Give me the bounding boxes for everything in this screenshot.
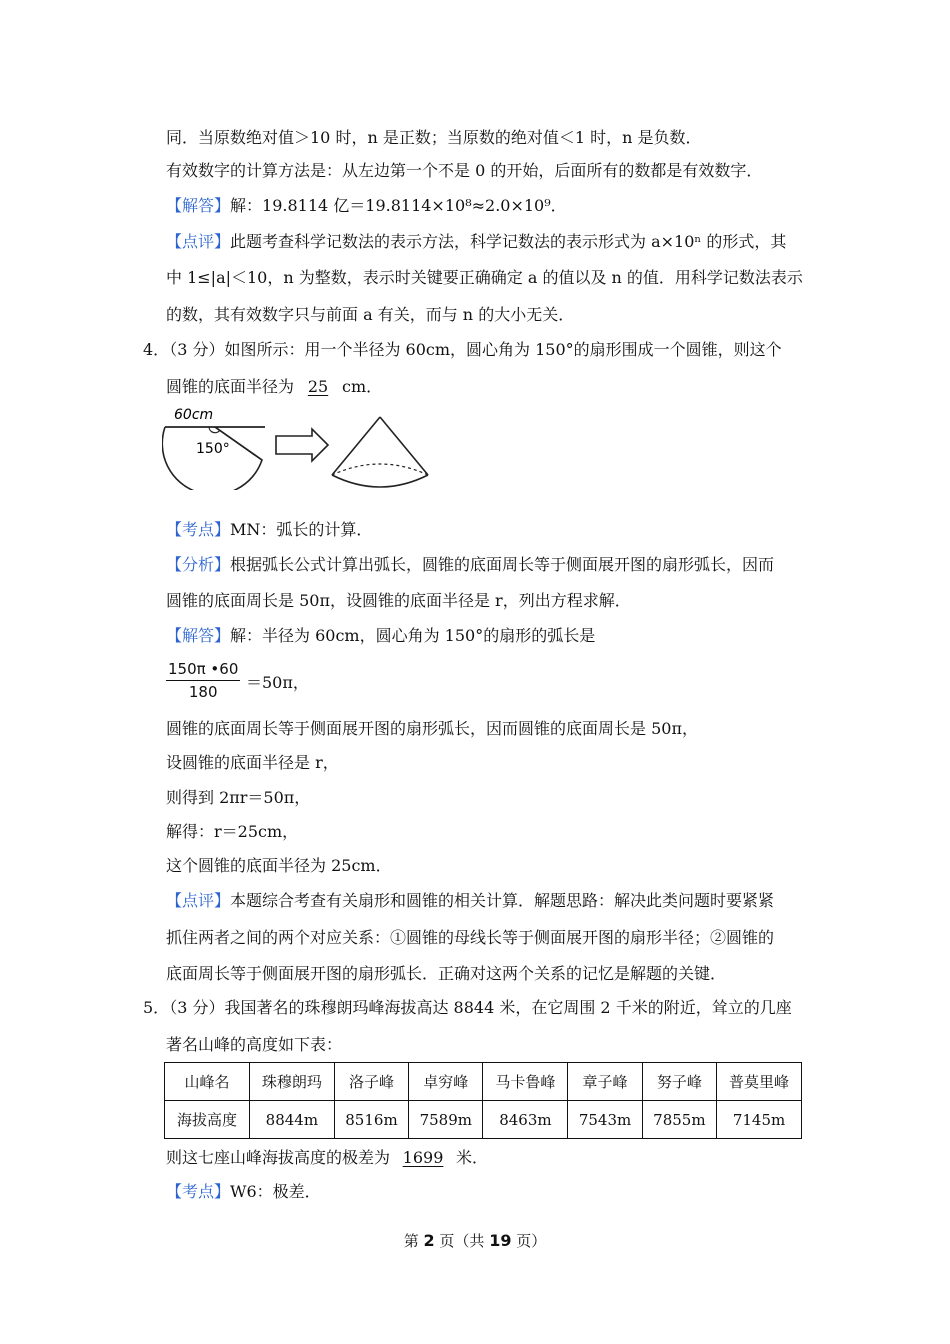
table-cell: 8463m bbox=[483, 1101, 568, 1139]
q4-solution-5: 解得：r＝25cm， bbox=[166, 822, 299, 841]
footer-middle: 页（共 bbox=[439, 1232, 485, 1250]
table-cell: 7145m bbox=[717, 1101, 802, 1139]
fraction-denominator: 180 bbox=[188, 683, 218, 701]
q4-comment-3: 底面周长等于侧面展开图的扇形弧长．正确对这两个关系的记忆是解题的关键． bbox=[166, 964, 727, 983]
q5-kaodian bbox=[166, 1182, 321, 1202]
fraction-result: ＝50π， bbox=[246, 673, 309, 692]
q4-solution-line-1: 解：半径为 60cm，圆心角为 150°的扇形的弧长是 bbox=[230, 626, 596, 645]
table-cell: 普莫里峰 bbox=[717, 1063, 802, 1101]
table-cell: 章子峰 bbox=[568, 1063, 642, 1101]
solution-tag: 【解答】 bbox=[166, 196, 231, 215]
radius-label: 60cm bbox=[174, 407, 214, 423]
table-cell: 7543m bbox=[568, 1101, 642, 1139]
cone-shape bbox=[332, 417, 428, 487]
footer-page-number: 2 bbox=[423, 1231, 435, 1250]
q5-answer-prefix: 则这七座山峰海拔高度的极差为 bbox=[166, 1148, 391, 1167]
q4-analysis-2: 圆锥的底面周长是 50π，设圆锥的底面半径是 r，列出方程求解． bbox=[166, 591, 631, 610]
table-row bbox=[165, 1101, 802, 1139]
table-cell: 珠穆朗玛 bbox=[249, 1063, 334, 1101]
q5-answer-suffix: 米． bbox=[456, 1148, 489, 1167]
comment-tag: 【点评】 bbox=[166, 232, 231, 251]
table-cell: 洛子峰 bbox=[334, 1063, 408, 1101]
table-header-row bbox=[165, 1063, 802, 1101]
q4-comment-2: 抓住两者之间的两个对应关系：①圆锥的母线长等于侧面展开图的扇形半径；②圆锥的 bbox=[166, 928, 775, 947]
q4-stem-suffix: cm． bbox=[342, 377, 383, 396]
footer-prefix: 第 bbox=[403, 1232, 419, 1250]
q5-number: 5． bbox=[143, 998, 170, 1017]
table-cell: 山峰名 bbox=[165, 1063, 250, 1101]
intro-line-2: 有效数字的计算方法是：从左边第一个不是 0 的开始，后面所有的数都是有效数字． bbox=[166, 161, 763, 180]
q4-solution-4: 则得到 2πr＝50π， bbox=[166, 788, 311, 807]
q5-stem-line-2: 著名山峰的高度如下表： bbox=[166, 1035, 343, 1054]
comment-tag: 【点评】 bbox=[166, 891, 231, 910]
table-cell: 8516m bbox=[334, 1101, 408, 1139]
q4-kaodian-text: MN：弧长的计算． bbox=[230, 520, 373, 539]
analysis-tag: 【分析】 bbox=[166, 555, 231, 574]
q5-answer-line bbox=[166, 1148, 488, 1168]
arrow-shape bbox=[276, 429, 328, 461]
q4-number: 4． bbox=[143, 340, 170, 359]
q5-answer-blank: 1699 bbox=[402, 1148, 444, 1167]
q4-answer-blank: 25 bbox=[307, 377, 329, 396]
q4-comment-line-1: 本题综合考查有关扇形和圆锥的相关计算．解题思路：解决此类问题时要紧紧 bbox=[230, 891, 775, 910]
intro-line-1: 同．当原数绝对值＞10 时，n 是正数；当原数的绝对值＜1 时，n 是负数． bbox=[166, 128, 702, 147]
kaodian-tag: 【考点】 bbox=[166, 1182, 231, 1201]
kaodian-tag: 【考点】 bbox=[166, 520, 231, 539]
q4-solution-3: 设圆锥的底面半径是 r， bbox=[166, 753, 339, 772]
sector-to-cone-figure bbox=[162, 405, 442, 490]
table-cell: 卓穷峰 bbox=[409, 1063, 483, 1101]
sector-shape bbox=[162, 427, 265, 490]
q4-kaodian bbox=[166, 520, 372, 540]
table-cell: 8844m bbox=[249, 1101, 334, 1139]
table-cell: 7855m bbox=[642, 1101, 716, 1139]
q5-kaodian-text: W6：极差． bbox=[230, 1182, 321, 1201]
footer-total-pages: 19 bbox=[489, 1231, 512, 1250]
q5-stem-text: （3 分）我国著名的珠穆朗玛峰海拔高达 8844 米，在它周围 2 千米的附近，耸立的几座 bbox=[169, 998, 792, 1017]
q4-analysis-1 bbox=[166, 555, 774, 575]
q4-stem-text: （3 分）如图所示：用一个半径为 60cm，圆心角为 150°的扇形围成一个圆锥，则这个 bbox=[169, 340, 782, 359]
table-cell: 7589m bbox=[409, 1101, 483, 1139]
mountain-height-table bbox=[164, 1062, 802, 1139]
arc-length-fraction bbox=[166, 660, 240, 701]
solution-tag: 【解答】 bbox=[166, 626, 231, 645]
q3-solution-text: 解：19.8114 亿＝19.8114×10⁸≈2.0×10⁹． bbox=[230, 196, 567, 215]
q4-solution-6: 这个圆锥的底面半径为 25cm． bbox=[166, 856, 392, 875]
q4-stem-line-2 bbox=[166, 377, 382, 397]
q5-stem-line-1 bbox=[143, 998, 792, 1018]
q3-comment-1 bbox=[166, 232, 786, 252]
q4-stem-prefix: 圆锥的底面半径为 bbox=[166, 377, 295, 396]
table-cell: 海拔高度 bbox=[165, 1101, 250, 1139]
table-cell: 努子峰 bbox=[642, 1063, 716, 1101]
q3-comment-line-1: 此题考查科学记数法的表示方法，科学记数法的表示形式为 a×10ⁿ 的形式，其 bbox=[230, 232, 787, 251]
q4-solution-1 bbox=[166, 626, 595, 646]
angle-label: 150° bbox=[196, 441, 230, 457]
q4-solution-2: 圆锥的底面周长等于侧面展开图的扇形弧长，因而圆锥的底面周长是 50π， bbox=[166, 719, 698, 738]
table-cell: 马卡鲁峰 bbox=[483, 1063, 568, 1101]
fraction-numerator: 150π •60 bbox=[166, 660, 240, 681]
footer-suffix: 页） bbox=[516, 1232, 547, 1250]
q3-comment-2: 中 1≤|a|＜10，n 为整数，表示时关键要正确确定 a 的值以及 n 的值．用科学记数法表示 bbox=[166, 268, 803, 287]
q4-comment-1 bbox=[166, 891, 774, 911]
q4-analysis-line-1: 根据弧长公式计算出弧长，圆锥的底面周长等于侧面展开图的扇形弧长，因而 bbox=[230, 555, 775, 574]
page-footer bbox=[0, 1230, 950, 1251]
q3-solution bbox=[166, 196, 567, 216]
q3-comment-3: 的数，其有效数字只与前面 a 有关，而与 n 的大小无关． bbox=[166, 305, 575, 324]
q4-stem-line-1 bbox=[143, 340, 782, 360]
